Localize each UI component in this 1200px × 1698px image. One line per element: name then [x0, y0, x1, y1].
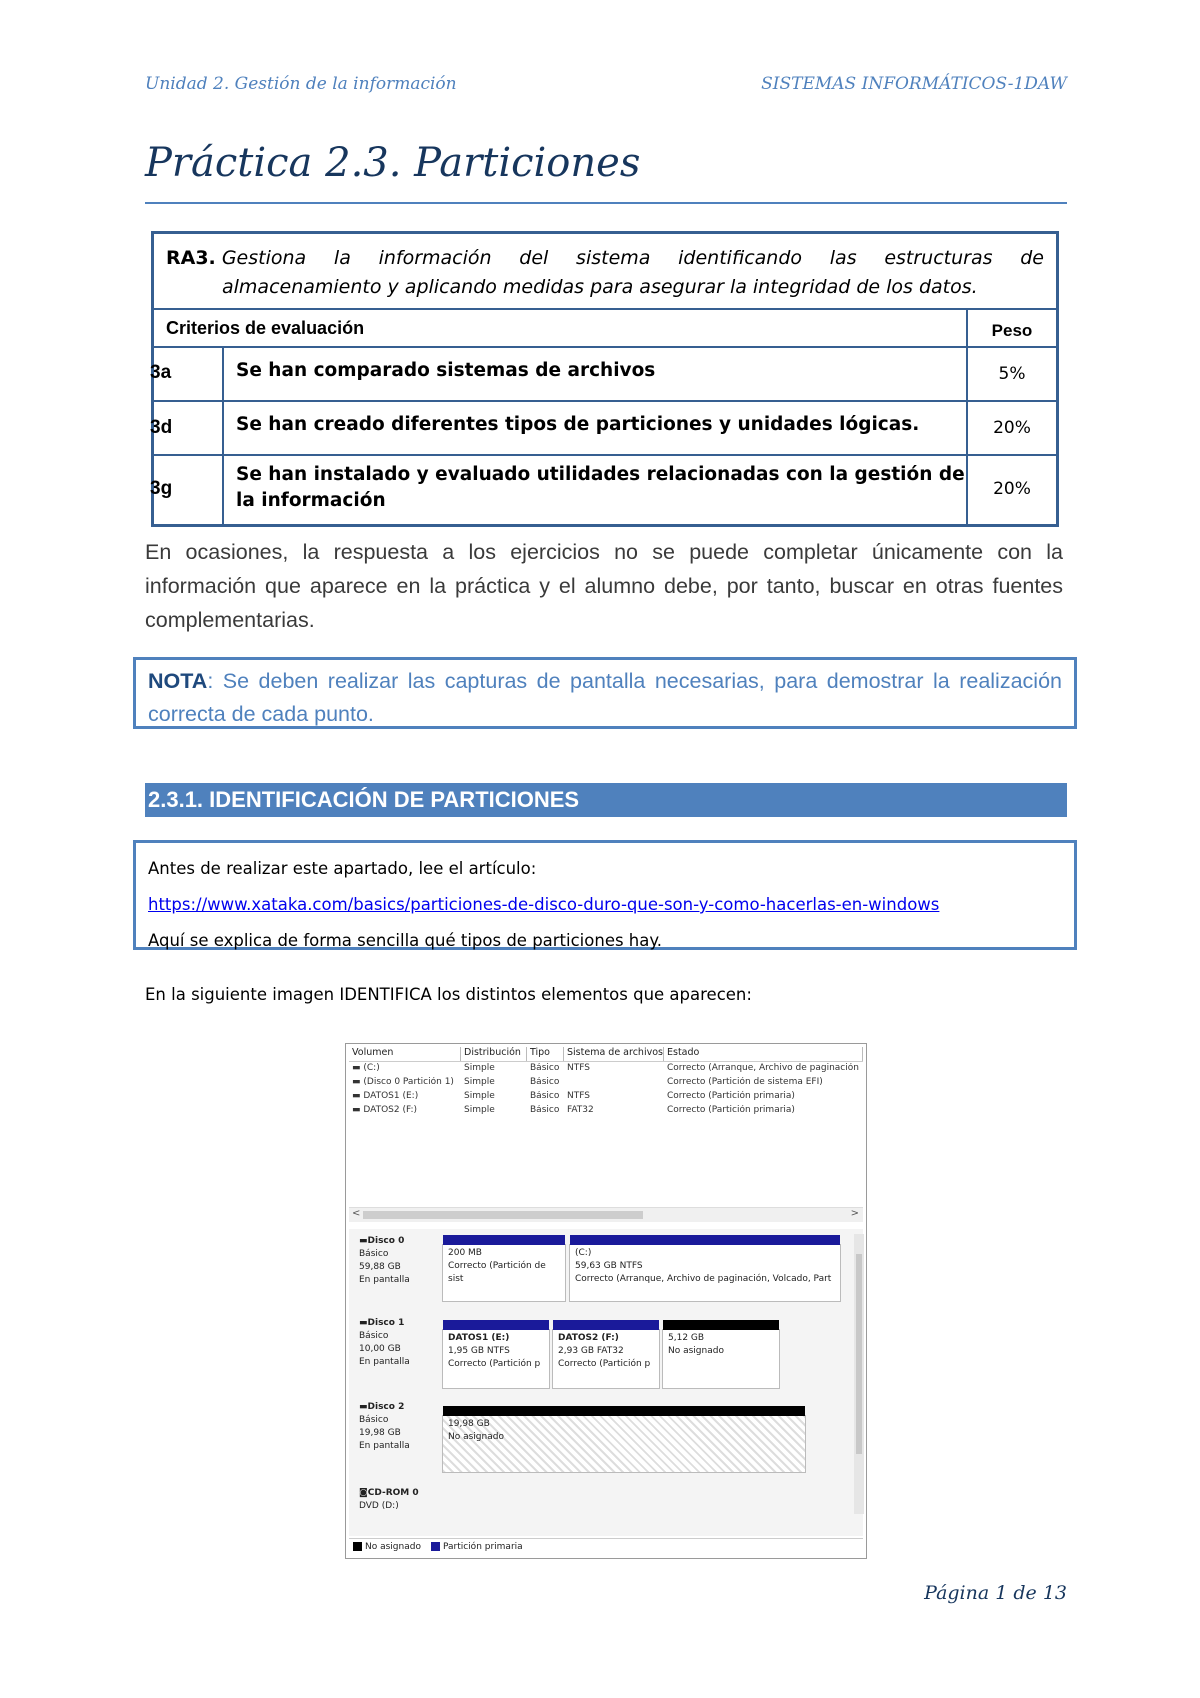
unallocated-disk1[interactable]: 5,12 GB No asignado — [662, 1329, 780, 1389]
col-volume: Volumen — [349, 1047, 461, 1061]
article-box — [133, 840, 1077, 950]
note-text: : Se deben realizar las capturas de pantalla necesarias, para demostrar la realización correcta de cada punto. — [148, 669, 1062, 726]
volume-row[interactable]: ▬ (C:) Simple Básico NTFS Correcto (Arranque, Archivo de paginación — [352, 1063, 859, 1073]
weight-header: Peso — [966, 310, 1056, 346]
image-intro: En la siguiente imagen IDENTIFICA los distintos elementos que aparecen: — [145, 985, 752, 1004]
disk-0-label[interactable]: ▬Disco 0 Básico 59,88 GB En pantalla — [359, 1236, 410, 1285]
partition-c[interactable]: (C:) 59,63 GB NTFS Correcto (Arranque, Archivo de paginación, Volcado, Part — [569, 1244, 841, 1302]
disk-map — [349, 1229, 863, 1536]
volume-row[interactable]: ▬ DATOS1 (E:) Simple Básico NTFS Correcto (Partición primaria) — [352, 1091, 795, 1101]
cdrom-label[interactable]: ◙CD-ROM 0 DVD (D:) — [359, 1488, 419, 1511]
ra-text-2: almacenamiento y aplicando medidas para asegurar la integridad de los datos. — [222, 276, 978, 298]
unallocated-disk2[interactable]: 19,98 GB No asignado — [442, 1415, 806, 1473]
scroll-left-icon[interactable]: < — [352, 1208, 361, 1219]
intro-paragraph: En ocasiones, la respuesta a los ejercicios no se puede completar únicamente con la información que aparece en la práctica y el alumno debe, por tanto, buscar en otras fuentes complementarias. — [145, 540, 1063, 632]
section-heading: 2.3.1. IDENTIFICACIÓN DE PARTICIONES — [145, 783, 1067, 817]
criteria-desc: Se han creado diferentes tipos de particiones y unidades lógicas. — [236, 414, 920, 435]
criteria-header: Criterios de evaluación — [166, 318, 365, 338]
criteria-code: 3a — [150, 362, 172, 383]
criteria-table — [151, 231, 1059, 527]
disk-1-label[interactable]: ▬Disco 1 Básico 10,00 GB En pantalla — [359, 1318, 410, 1367]
note-box — [133, 657, 1077, 729]
page-number: Página 1 de 13 — [924, 1582, 1067, 1604]
vertical-scrollbar[interactable] — [854, 1234, 864, 1514]
criteria-desc: Se han instalado y evaluado utilidades relacionadas con la gestión de — [236, 464, 965, 485]
ra-row — [154, 234, 1056, 310]
legend — [349, 1538, 863, 1555]
article-link[interactable]: https://www.xataka.com/basics/particiones-de-disco-duro-que-son-y-como-hacerlas-en-windows — [148, 895, 940, 914]
title-rule — [145, 202, 1067, 204]
col-status: Estado — [664, 1047, 863, 1061]
criteria-desc-2: la información — [236, 490, 386, 511]
criteria-code: 3g — [150, 478, 173, 499]
criteria-row — [150, 348, 1056, 402]
article-line-1: Antes de realizar este apartado, lee el artículo: — [148, 859, 537, 878]
criteria-header-row — [154, 310, 1056, 348]
volume-row[interactable]: ▬ (Disco 0 Partición 1) Simple Básico Correcto (Partición de sistema EFI) — [352, 1077, 823, 1087]
criteria-weight: 20% — [966, 402, 1056, 454]
partition-datos1[interactable]: DATOS1 (E:) 1,95 GB NTFS Correcto (Partición p — [442, 1329, 550, 1389]
disk-2-label[interactable]: ▬Disco 2 Básico 19,98 GB En pantalla — [359, 1402, 410, 1451]
partition-efi[interactable]: 200 MB Correcto (Partición de sist — [442, 1244, 566, 1302]
article-line-3: Aquí se explica de forma sencilla qué tipos de particiones hay. — [148, 931, 663, 950]
ra-code: RA3. — [166, 247, 216, 269]
criteria-code: 3d — [150, 417, 173, 438]
partition-datos2[interactable]: DATOS2 (F:) 2,93 GB FAT32 Correcto (Partición p — [552, 1329, 660, 1389]
volume-row[interactable]: ▬ DATOS2 (F:) Simple Básico FAT32 Correcto (Partición primaria) — [352, 1105, 795, 1115]
col-type: Tipo — [527, 1047, 564, 1061]
criteria-desc: Se han comparado sistemas de archivos — [236, 360, 656, 381]
ra-text-1: Gestiona la información del sistema identificando las estructuras de — [221, 247, 1044, 269]
note-label: NOTA — [148, 669, 208, 693]
scroll-right-icon[interactable]: > — [850, 1208, 859, 1219]
horizontal-scrollbar[interactable] — [349, 1207, 863, 1222]
col-layout: Distribución — [461, 1047, 527, 1061]
header-unit: Unidad 2. Gestión de la información — [145, 74, 457, 94]
criteria-row — [150, 456, 1056, 524]
criteria-weight: 20% — [966, 456, 1056, 524]
legend-unallocated: No asignado — [353, 1542, 421, 1552]
col-fs: Sistema de archivos — [564, 1047, 664, 1061]
page-title: Práctica 2.3. Particiones — [145, 140, 641, 186]
criteria-weight: 5% — [966, 348, 1056, 400]
disk-management-screenshot — [345, 1043, 867, 1559]
criteria-row — [150, 402, 1056, 456]
legend-primary: Partición primaria — [431, 1542, 523, 1552]
header-subject: SISTEMAS INFORMÁTICOS-1DAW — [761, 74, 1067, 94]
volume-columns — [349, 1047, 863, 1062]
